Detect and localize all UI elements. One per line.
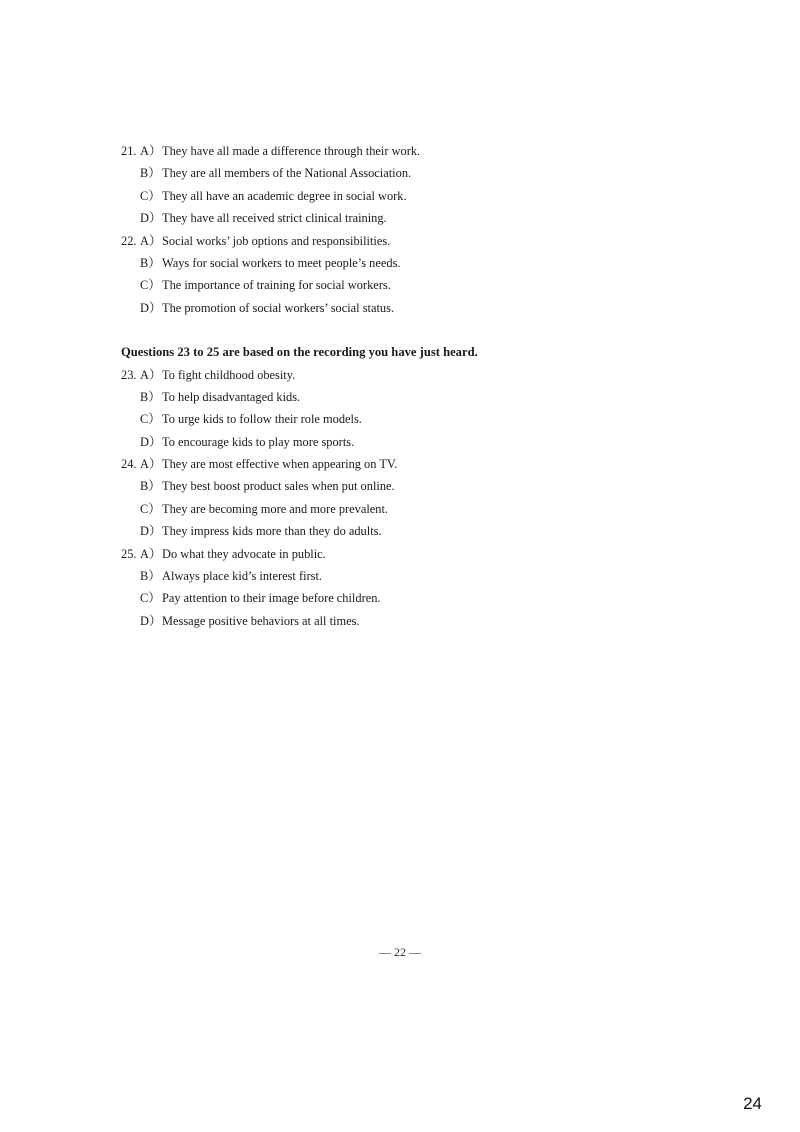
option-letter: A）: [140, 367, 162, 382]
question-group-a: [121, 140, 721, 319]
question-option-line: [121, 587, 721, 609]
option-text: The importance of training for social workers.: [162, 278, 391, 293]
question-option-line: [121, 453, 721, 475]
option-text: They have all received strict clinical training.: [162, 211, 387, 226]
option-letter: B）: [140, 389, 161, 404]
question-group-b: [121, 364, 721, 633]
option-letter: B）: [140, 479, 161, 494]
option-letter: A）: [140, 233, 162, 248]
option-text: They have all made a difference through their work.: [162, 144, 421, 158]
question-option-line: [121, 498, 721, 520]
option-letter: D）: [140, 300, 162, 315]
question-option-line: [121, 431, 721, 453]
option-text: Message positive behaviors at all times.: [162, 613, 360, 628]
question-option-line: [121, 207, 721, 229]
question-option-line: [121, 185, 721, 207]
option-letter: A）: [140, 144, 162, 158]
option-text: Ways for social workers to meet people’s needs.: [162, 255, 401, 270]
question-option-line: [121, 162, 721, 184]
question-option-line: [121, 230, 721, 252]
option-letter: A）: [140, 457, 162, 472]
option-text: Social works’ job options and responsibilities.: [162, 233, 391, 248]
option-letter: A）: [140, 546, 162, 561]
question-number: 22.: [121, 233, 137, 248]
option-letter: C）: [140, 412, 161, 427]
option-text: The promotion of social workers’ social status.: [162, 300, 395, 315]
question-content: [121, 140, 721, 632]
option-letter: D）: [140, 211, 162, 226]
option-letter: D）: [140, 613, 162, 628]
option-text: To urge kids to follow their role models.: [162, 412, 362, 427]
option-letter: B）: [140, 255, 161, 270]
option-text: They all have an academic degree in social work.: [162, 188, 407, 203]
option-text: Always place kid’s interest first.: [162, 569, 323, 584]
section-heading: Questions 23 to 25 are based on the recording you have just heard.: [121, 345, 478, 360]
page-footer: — 22 —: [379, 945, 421, 959]
question-option-line: [121, 408, 721, 430]
question-option-line: [121, 140, 721, 162]
page-number: 24: [743, 1094, 762, 1113]
question-number: 25.: [121, 546, 137, 561]
question-option-line: [121, 252, 721, 274]
option-letter: B）: [140, 166, 161, 181]
option-letter: D）: [140, 434, 162, 449]
option-letter: C）: [140, 501, 161, 516]
option-text: They are all members of the National Association.: [162, 166, 412, 181]
question-option-line: [121, 475, 721, 497]
option-text: They impress kids more than they do adults.: [162, 524, 382, 539]
question-number: 24.: [121, 457, 137, 472]
question-number: 21.: [121, 144, 137, 158]
question-option-line: [121, 386, 721, 408]
question-option-line: [121, 543, 721, 565]
option-text: They best boost product sales when put online.: [162, 479, 395, 494]
option-text: To help disadvantaged kids.: [162, 389, 301, 404]
question-option-line: [121, 364, 721, 386]
question-option-line: [121, 610, 721, 632]
option-letter: B）: [140, 569, 161, 584]
option-text: They are becoming more and more prevalent.: [162, 501, 389, 516]
question-number: 23.: [121, 367, 137, 382]
option-letter: C）: [140, 278, 161, 293]
option-text: Do what they advocate in public.: [162, 546, 326, 561]
option-text: To encourage kids to play more sports.: [162, 434, 355, 449]
option-letter: C）: [140, 188, 161, 203]
option-text: They are most effective when appearing on TV.: [162, 457, 398, 472]
question-option-line: [121, 520, 721, 542]
question-option-line: [121, 565, 721, 587]
option-letter: D）: [140, 524, 162, 539]
option-letter: C）: [140, 591, 161, 606]
question-option-line: [121, 274, 721, 296]
question-option-line: [121, 297, 721, 319]
option-text: Pay attention to their image before children.: [162, 591, 381, 606]
option-text: To fight childhood obesity.: [162, 367, 296, 382]
